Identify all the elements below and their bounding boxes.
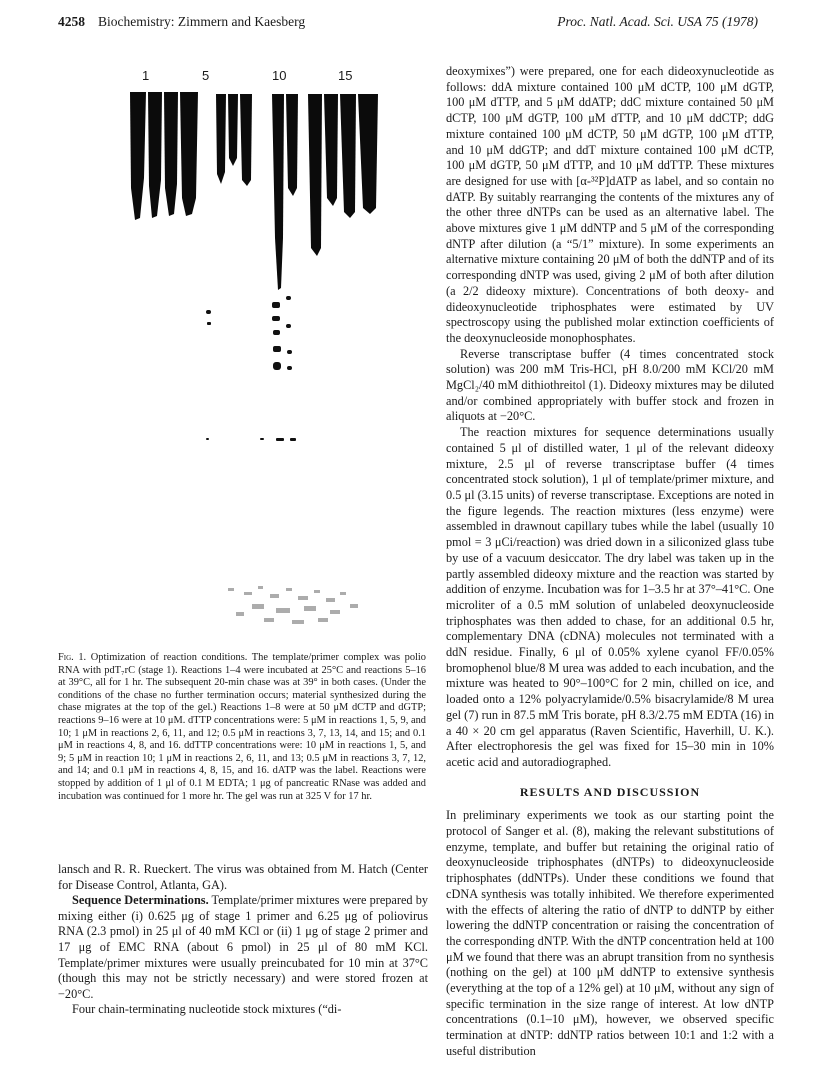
paragraph-results: In preliminary experiments we took as our starting point the protocol of Sanger et al. (8), making the relevant substitutions of enzyme, template, and buffer but retaining the original ratio of deoxynucleoside triphosphates (dNTPs) to dideoxynucleoside triphosphates (ddNTPs). Under these conditions we found that cDNA synthesis was totally inhibited. We therefore experimented with the effects of altering the ratio of dNTP to ddNTP by either lowering the ddNTP concentration or raising the concentration of the corresponding dNTP. With the dNTP concentration held at 100 μM we found that there was an abrupt transition from no synthesis (nothing on the gel) at 100 μM ddNTP to extensive synthesis (everything at the top of a 12% gel) at 10 μM, without any sign of specific termination in the size range of interest. At low dNTP concentrations (0.1–10 μM), however, we observed specific termination at dNTP: ddNTP ratios between 10:1 and 1:2 with a useful distribution — [446, 808, 774, 1058]
gel-image — [108, 88, 398, 642]
running-head: Biochemistry: Zimmern and Kaesberg — [98, 14, 306, 29]
caption-text: Optimization of reaction conditions. The template/primer complex was polio RNA with pdT₇rC (stage 1). Reactions 1–4 were incubated at 25°C and reactions 5–16 at 39°C, all for 1 hr. The subsequent 20-min chase was at 39° in both cases. (Under the conditions of the chase no further termination occurs; material synthesized during the chase migrates at the top of the gel.) Reactions 1–8 were at 50 μM dCTP and dGTP; reactions 9–16 were at 10 μM. dTTP concentrations were: 5 μM in reactions 1, 5, 9, and 10; 1 μM in reactions 2, 6, 11, and 12; 0.5 μM in reactions 3, 7, 13, 14, and 15; and 0.1 μM in reactions 4, 8, and 16. ddTTP concentrations were: 10 μM in reactions 1, 5, and 9; 5 μM in reaction 10; 1 μM in reactions 2, 6, 11, and 13; 0.5 μM in reactions 3, 7, 12, and 14; and 0.1 μM in reactions 4, 8, 15, and 16. dATP was the label. Reactions were stopped by addition of 1 μl of 0.1 M EDTA; 1 μg of pancreatic RNase was added and incubation was continued for 1 more hr. The gel was run at 325 V for 17 hr. — [58, 652, 426, 802]
section-heading-results: RESULTS AND DISCUSSION — [519, 784, 701, 799]
paragraph-stock-mixtures: Four chain-terminating nucleotide stock mixtures (“di- — [72, 1002, 342, 1017]
paragraph-dideoxymixes: deoxymixes”) were prepared, one for each dideoxynucleotide as follows: ddA mixture contained 100 μM dCTP, 100 μM dGTP, 100 μM dTTP, and 5 μM ddATP; ddC mixture contained 50 μM dCTP, 100 μM dGTP, 100 μM dTTP, and 10 μM ddCTP; ddG mixture contained 100 μM dCTP, 50 μM dGTP, 100 μM dTTP, and 10 μM ddGTP; and ddT mixture contained 100 μM dCTP, 100 μM dGTP, 50 μM dTTP, and 10 μM ddTTP. These mixtures are designed for use with [α-³²P]dATP as label, and so contain no dATP. By suitably rearranging the contents of the mixtures any of the other three dNTPs can be used as an alternative label. The above mixtures give 1 μM ddNTP and 5 μM of the corresponding dNTP after dilution (a “5/1” mixture). In some experiments an alternative mixture containing 20 μM of both the ddNTP and of its corresponding dNTP was used, giving 2 μM of both after dilution (a 2/2 dideoxy mixture). Concentrations of both deoxy- and dideoxynucleotide triphosphates were estimated by UV spectroscopy using the published molar extinction coefficients of the deoxynucleoside monophosphates. — [446, 64, 774, 345]
page-number: 4258 — [58, 14, 85, 29]
journal-citation: Proc. Natl. Acad. Sci. USA 75 (1978) — [557, 14, 758, 29]
left-column-text — [58, 862, 428, 1018]
right-column-text — [446, 64, 774, 1060]
lane-label-1: 1 — [142, 68, 150, 83]
paragraph-reaction-mixtures: The reaction mixtures for sequence determinations usually contained 5 μl of distilled water, 1 μl of the relevant dideoxy mixture, 2.5 μl of reverse transcriptase buffer (4 times concentrated stock solution), 1 μl of template/primer mixture, and 0.5 μl (3.15 units) of reverse transcriptase. Exceptions are noted in the figure legends. The reaction mixtures (less enzyme) were assembled in drawnout capillary tubes while the label (usually 10 pmol = 3 μCi/reaction) was dried down in a siliconized glass tube by use of a vacuum desiccator. The dry label was taken up in the partly assembled dideoxy mixture and the reaction was started by addition of enzyme. Incubation was for 1–3.5 hr at 37°–41°C. One microliter of a 0.5 mM solution of unlabeled deoxynucleoside triphosphates was then added to chase, for an additional 0.5 hr, complementary DNA (cDNA) molecules not terminated with a ddN residue. Finally, 6 μl of 0.05% xylene cyanol FF/0.05% bromophenol blue/8 M urea was added to each incubation, and the mixture was heated to 90°–100°C for 2 min, chilled on ice, and loaded onto a 12% polyacrylamide/0.5% bisacrylamide/8 M urea gel (7) run in 87.5 mM Tris borate, pH 8.3/2.75 mM EDTA (16) in a 40 × 20 cm gel apparatus (Raven Scientific, Haverhill, U. K.). After electrophoresis the gel was fixed for 15–30 min in 10% acetic acid and autoradiographed. — [446, 425, 774, 769]
running-header — [58, 14, 758, 34]
figure-caption — [58, 652, 426, 803]
figure-1-autoradiograph — [108, 68, 398, 642]
lane-label-10: 10 — [272, 68, 287, 83]
caption-label: Fig. 1. — [58, 652, 87, 663]
paragraph-buffer: Reverse transcriptase buffer (4 times concentrated stock solution) was 200 mM Tris-HCl, pH 8.0/200 mM KCl/20 mM MgCl₂/40 mM dithiothreitol (1). Dideoxy mixtures may be diluted and/or combined appropriately with buffer stock and frozen in aliquots at −20°C. — [446, 346, 774, 424]
lane-label-5: 5 — [202, 68, 210, 83]
lane-label-15: 15 — [338, 68, 353, 83]
paragraph-sequence-determinations — [58, 893, 428, 1002]
paragraph-text: Template/primer mixtures were prepared by mixing either (i) 0.625 μg of stage 1 primer and 6.25 μg of poliovirus RNA (2.3 pmol) in 25 μl of 40 mM KCl or (ii) 1 μg of stage 2 primer and 17 μg of EMC RNA (about 6 pmol) in 25 μl of 80 mM KCl. Template/primer mixtures were usually preincubated for 10 min at 37°C (though this may not be strictly necessary) and were stored frozen at −20°C. — [58, 893, 428, 1001]
run-in-heading: Sequence Determinations. — [72, 893, 209, 908]
paragraph-continuation: lansch and R. R. Rueckert. The virus was obtained from M. Hatch (Center for Disease Control, Atlanta, GA). — [58, 862, 428, 892]
